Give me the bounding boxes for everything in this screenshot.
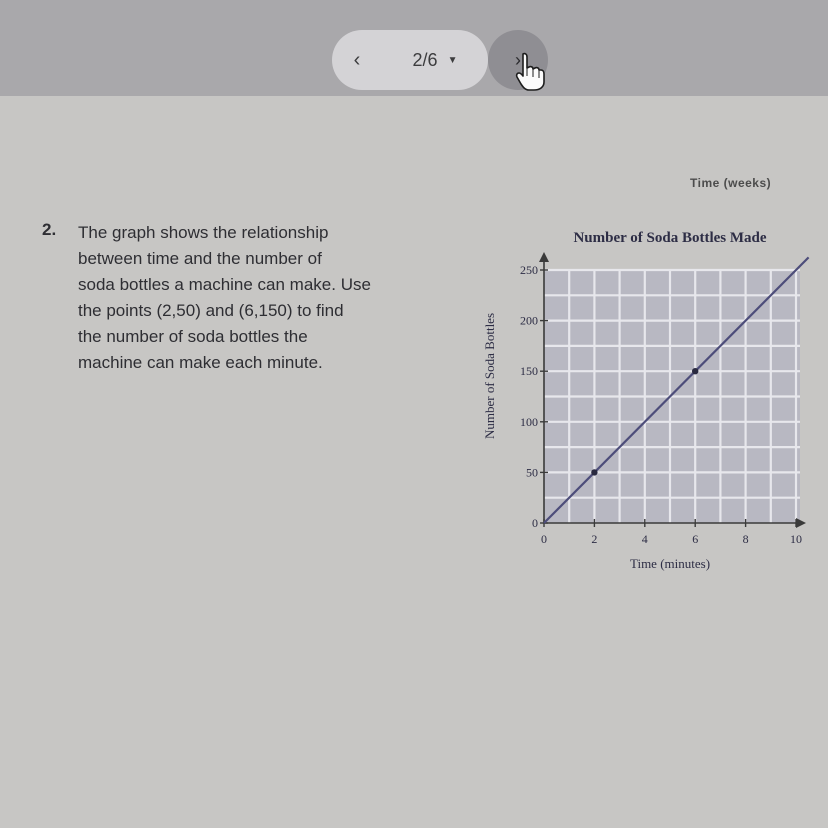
top-navigation-bar [0,0,828,96]
data-point [591,469,597,475]
x-tick-label: 4 [641,532,648,546]
question-line: soda bottles a machine can make. Use [78,275,371,294]
y-tick-label: 250 [520,263,538,277]
x-tick-label: 2 [591,532,598,546]
y-tick-label: 50 [526,465,538,480]
y-tick-label: 100 [520,414,538,429]
clipped-axis-label: Time (weeks) [690,176,772,190]
y-tick-label: 200 [520,313,538,328]
x-tick-label: 8 [742,532,749,546]
soda-bottles-chart [470,220,828,580]
question-line: between time and the number of [78,249,322,268]
chevron-left-icon: ‹ [353,48,361,71]
page-indicator: 2/6 [412,49,438,70]
y-axis-arrow-icon [539,252,549,262]
y-tick-label: 150 [520,364,538,379]
question-line: the points (2,50) and (6,150) to find [78,301,344,320]
caret-down-icon: ▼ [447,54,458,66]
hand-pointer-cursor-icon [514,49,548,92]
page-selector-dropdown[interactable] [382,50,488,71]
x-tick-label: 10 [790,532,802,546]
y-axis-label: Number of Soda Bottles [482,312,497,440]
x-axis-label: Time (minutes) [629,556,711,571]
question-text [78,220,468,376]
question-line: the number of soda bottles the [78,327,308,346]
y-tick-label: 0 [532,516,538,530]
x-axis-arrow-icon [796,518,806,528]
previous-page-button[interactable] [332,49,382,72]
chevron-right-icon: › [515,49,521,70]
page-navigator [332,30,488,90]
x-tick-label: 6 [692,532,699,546]
question-line: The graph shows the relationship [78,223,329,242]
question-number: 2. [42,220,57,239]
question-line: machine can make each minute. [78,353,323,372]
chart-title: Number of Soda Bottles Made [573,230,767,246]
x-tick-label: 0 [541,532,547,546]
data-point [692,368,698,374]
